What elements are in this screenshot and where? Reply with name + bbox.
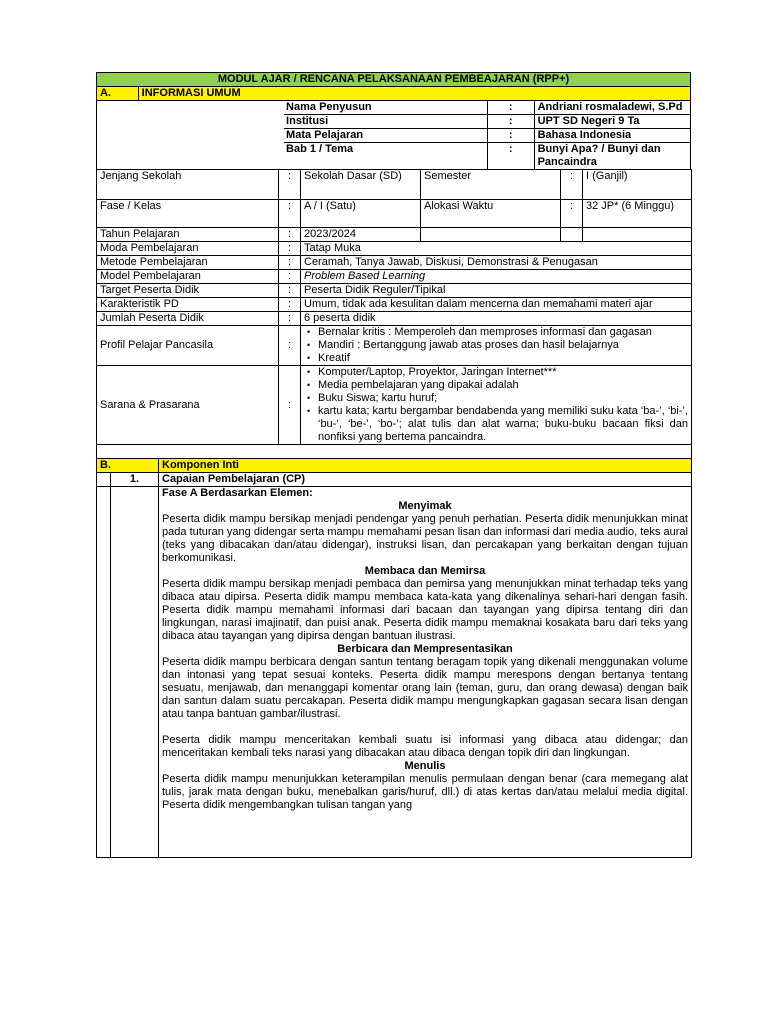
header-value: Andriani rosmaladewi, S.Pd [534,101,690,115]
header-value: UPT SD Negeri 9 Ta [534,115,690,129]
info-value: 6 peserta didik [301,312,692,326]
profil-list [304,326,688,365]
info-label: Model Pembelajaran [97,270,279,284]
header-sep: : [487,143,534,170]
list-item: • Bernalar kritis : Memperoleh dan memproses informasi dan gagasan [318,326,688,339]
info-label: Karakteristik PD [97,298,279,312]
colon: : [279,312,301,326]
general-info-table [96,72,691,170]
header-label: Mata Pelajaran [284,129,487,143]
header-row [97,115,691,129]
info-value: Umum, tidak ada kesulitan dalam mencerna dan memahami materi ajar [301,298,692,312]
cp-title: Capaian Pembelajaran (CP) [159,473,692,487]
list-item: • Komputer/Laptop, Proyektor, Jaringan Internet*** [318,366,688,379]
header-label: Bab 1 / Tema [284,143,487,170]
alokasi-label: Alokasi Waktu [421,200,561,228]
colon: : [279,298,301,312]
alokasi-value: 32 JP* (6 Minggu) [583,200,692,228]
section-b-heading: Komponen Inti [159,459,692,473]
jenjang-label: Jenjang Sekolah [97,170,279,200]
colon: : [279,200,301,228]
info-value: Peserta Didik Reguler/Tipikal [301,284,692,298]
paragraph-gap [162,721,688,734]
empty-cell [561,228,583,242]
empty-cell [421,228,561,242]
header-value: Bunyi Apa? / Bunyi dan Pancaindra [534,143,690,170]
info-value: Ceramah, Tanya Jawab, Diskusi, Demonstrasi & Penugasan [301,256,692,270]
header-row [97,143,691,170]
info-label: Jumlah Peserta Didik [97,312,279,326]
berbicara-text: Peserta didik mampu berbicara dengan santun tentang beragam topik yang dikenali menggunakan volume dan intonasi yang tepat sesuai konteks. Peserta didik mampu merespons dengan bertanya tentang sesuatu, menjawab, dan menanggapi komentar orang lain (teman, guru, dan orang dewasa) dengan baik dan santun dalam suatu percakapan. Peserta didik mampu mengungkapkan gagasan secara lisan dengan atau tanpa bantuan gambar/ilustrasi. [162,656,688,720]
header-row [97,101,691,115]
header-sep: : [487,101,534,115]
header-sep: : [487,115,534,129]
list-item: • kartu kata; kartu bergambar bendabenda yang memiliki suku kata ‘ba-’, ‘bi-’, ‘bu-’, ‘be-’, ‘bo-’; alat tulis dan alat warna; buku-buku bacaan fiksi dan nonfiksi yang bertema pancaindra. [318,405,688,444]
jenjang-value: Sekolah Dasar (SD) [301,170,421,200]
colon: : [279,284,301,298]
header-value: Bahasa Indonesia [534,129,690,143]
list-item: • Mandiri : Bertanggung jawab atas proses dan hasil belajarnya [318,339,688,352]
membaca-text: Peserta didik mampu bersikap menjadi pembaca dan pemirsa yang menunjukkan minat terhadap teks yang dibaca atau dipirsa. Peserta didik mampu membaca kata-kata yang dikenalinya sehari-hari dengan fasih. Peserta didik mampu memahami informasi dari bacaan dan tayangan yang dipirsa tentang diri dan lingkungan, narasi imajinatif, dan puisi anak. Peserta didik mampu memaknai kosakata baru dari teks yang dibaca atau tayangan yang dipirsa dengan bantuan ilustrasi. [162,578,688,642]
section-a-letter: A. [97,87,139,101]
empty-cell [583,228,692,242]
tahun-label: Tahun Pelajaran [97,228,279,242]
empty-cell [97,473,111,487]
menulis-heading: Menulis [404,760,446,772]
section-a-heading: INFORMASI UMUM [138,87,690,101]
menulis-text: Peserta didik mampu menunjukkan keterampilan menulis permulaan dengan benar (cara memegang alat tulis, jarak mata dengan buku, menebalkan garis/huruf, dll.) di atas kertas dan/atau melalui media digital. Peserta didik mengembangkan tulisan tangan yang [162,773,688,811]
semester-value: I (Ganjil) [583,170,692,200]
info-value: Problem Based Learning [301,270,692,284]
sarana-label: Sarana & Prasarana [97,366,279,445]
core-components-table [96,458,692,858]
info-value: Tatap Muka [301,242,692,256]
info-label: Target Peserta Didik [97,284,279,298]
list-item: • Media pembelajaran yang dipakai adalah [318,379,688,392]
empty-cell [97,487,111,858]
spacer-row [97,445,692,459]
cp-number: 1. [111,473,159,487]
colon: : [279,270,301,284]
info-label: Metode Pembelajaran [97,256,279,270]
menyimak-heading: Menyimak [398,500,452,512]
colon: : [279,228,301,242]
membaca-heading: Membaca dan Memirsa [364,565,486,577]
sarana-list [304,366,688,444]
colon: : [279,242,301,256]
lesson-module-document [96,72,691,858]
berbicara-heading: Berbicara dan Mempresentasikan [337,643,513,655]
list-item: • Buku Siswa; kartu huruf; [318,392,688,405]
fase-label: Fase / Kelas [97,200,279,228]
colon: : [561,170,583,200]
colon: : [279,256,301,270]
fase-value: A / I (Satu) [301,200,421,228]
profil-list-cell [301,326,692,366]
menyimak-text: Peserta didik mampu bersikap menjadi pendengar yang penuh perhatian. Peserta didik menunjukkan minat pada tuturan yang didengar serta mampu memahami pesan lisan dan informasi dari media audio, teks aural (teks yang dibacakan dan/atau didengar), instruksi lisan, dan percakapan yang berkaitan dengan tujuan berkomunikasi. [162,513,688,564]
tahun-value: 2023/2024 [301,228,421,242]
header-label: Institusi [284,115,487,129]
header-label: Nama Penyusun [284,101,487,115]
cp-content [159,487,692,858]
colon: : [279,170,301,200]
header-sep: : [487,129,534,143]
document-title: MODUL AJAR / RENCANA PELAKSANAAN PEMBEAJARAN (RPP+) [97,73,691,87]
profil-label: Profil Pelajar Pancasila [97,326,279,366]
empty-cell [111,487,159,858]
sarana-list-cell [301,366,692,445]
colon: : [561,200,583,228]
detail-info-table [96,169,692,459]
semester-label: Semester [421,170,561,200]
section-b-letter: B. [97,459,159,473]
info-label: Moda Pembelajaran [97,242,279,256]
list-item: • Kreatif [318,352,688,365]
colon: : [279,366,301,445]
berbicara-text-2: Peserta didik mampu menceritakan kembali suatu isi informasi yang dibaca atau didengar; dan menceritakan kembali teks narasi yang dibacakan atau dibaca dengan topik diri dan lingkungan. [162,734,688,759]
header-row [97,129,691,143]
fase-heading: Fase A Berdasarkan Elemen: [162,487,313,499]
colon: : [279,326,301,366]
